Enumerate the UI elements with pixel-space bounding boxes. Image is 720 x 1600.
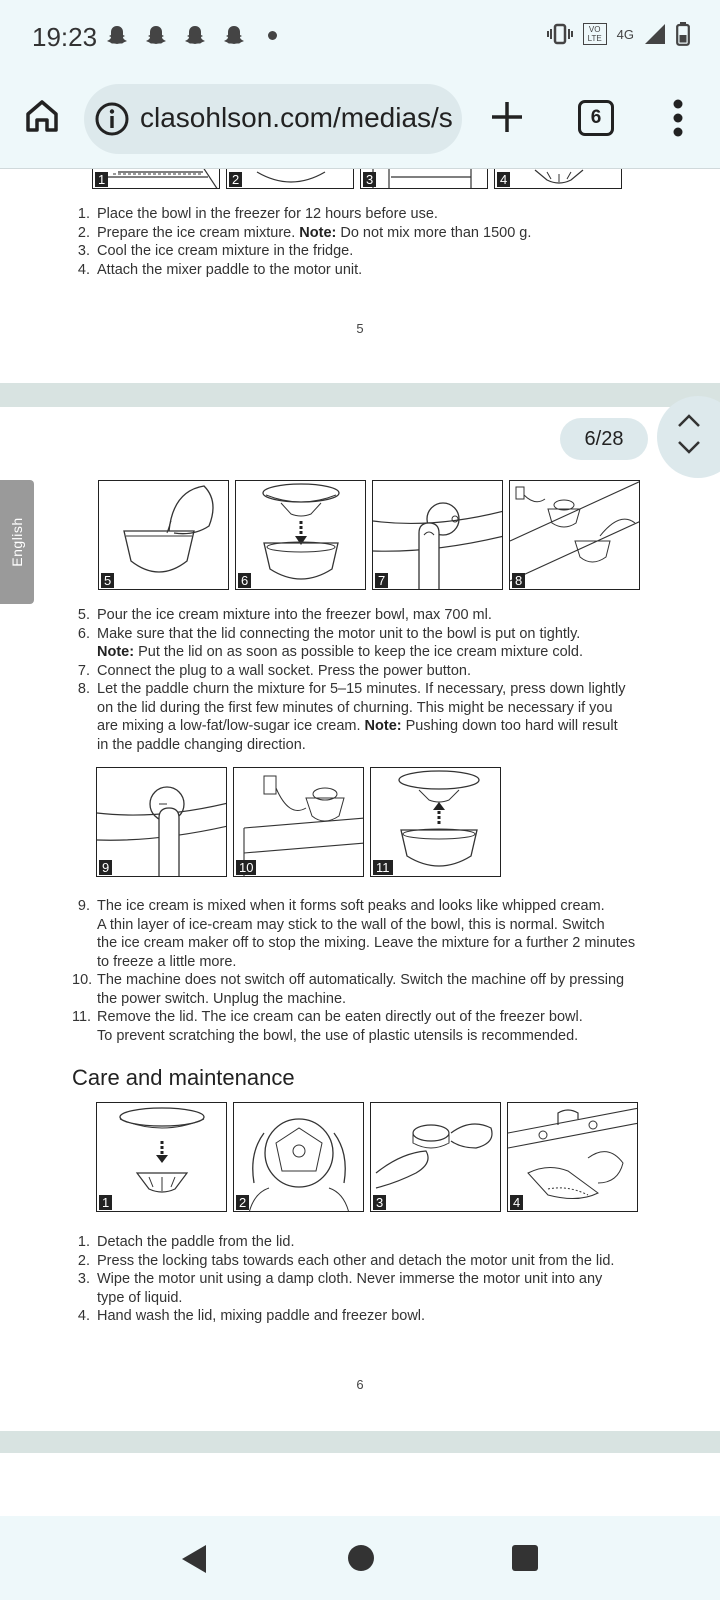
page-number: 5 bbox=[356, 321, 364, 336]
step-item: the ice cream maker off to stop the mixing. Leave the mixture for a further 2 minutes bbox=[97, 935, 636, 951]
step-item: on the lid during the first few minutes of churning. This might be necessary if you bbox=[97, 699, 613, 716]
clock: 19:23 bbox=[32, 22, 98, 52]
figure-number: 7 bbox=[375, 573, 388, 588]
step-item: 2. Prepare the ice cream mixture. Note: Do not mix more than 1500 g. bbox=[77, 224, 532, 241]
battery-icon bbox=[676, 22, 690, 46]
snapchat-icon bbox=[223, 24, 245, 46]
back-icon[interactable] bbox=[180, 1544, 208, 1574]
figure-panel bbox=[370, 1102, 501, 1212]
step-item: 4. Hand wash the lid, mixing paddle and freezer bowl. bbox=[77, 1308, 426, 1324]
churn-mixture-illustration bbox=[510, 481, 640, 590]
hand-wash-illustration bbox=[508, 1103, 638, 1212]
language-tab[interactable] bbox=[0, 480, 34, 604]
step-item: 1. Detach the paddle from the lid. bbox=[77, 1234, 295, 1250]
page6-steps-c bbox=[72, 1233, 614, 1326]
pdf-document[interactable] bbox=[0, 169, 720, 1516]
figure-panel bbox=[233, 767, 364, 877]
page6-figure-row-a bbox=[98, 480, 640, 590]
step-item: type of liquid. bbox=[97, 1289, 183, 1306]
language-tab-label: English bbox=[9, 517, 25, 567]
step-item: To prevent scratching the bowl, the use of plastic utensils is recommended. bbox=[97, 1027, 579, 1044]
figure-panel bbox=[372, 480, 503, 590]
switch-off-illustration bbox=[97, 768, 227, 877]
figure-panel bbox=[226, 169, 354, 189]
figure-panel bbox=[98, 480, 229, 590]
status-bar bbox=[0, 0, 720, 72]
figure-panel bbox=[233, 1102, 364, 1212]
vibrate-icon bbox=[547, 23, 573, 45]
figure-number: 8 bbox=[512, 573, 525, 588]
url-text[interactable]: clasohlson.com/medias/s bbox=[140, 102, 453, 133]
figure-panel bbox=[509, 480, 640, 590]
press-locking-tabs-illustration bbox=[234, 1103, 364, 1212]
step-item: 7. Connect the plug to a wall socket. Press the power button. bbox=[77, 662, 471, 679]
page6-figure-row-c bbox=[96, 1102, 638, 1212]
info-icon[interactable] bbox=[94, 101, 130, 137]
step-item: 1. Place the bowl in the freezer for 12 hours before use. bbox=[77, 206, 438, 222]
page6-steps-a bbox=[72, 606, 625, 754]
step-item: in the paddle changing direction. bbox=[97, 736, 306, 753]
figure-number: 1 bbox=[95, 172, 108, 187]
snapchat-icon bbox=[106, 24, 128, 46]
figure-panel bbox=[360, 169, 488, 189]
fast-scroll-handle[interactable] bbox=[657, 396, 720, 478]
fridge-illustration bbox=[361, 169, 488, 189]
overflow-menu-icon[interactable] bbox=[672, 98, 684, 138]
figure-panel bbox=[507, 1102, 638, 1212]
more-notifications-dot bbox=[268, 31, 277, 40]
figure-number: 3 bbox=[373, 1195, 386, 1210]
page-gap bbox=[0, 383, 720, 407]
step-item: A thin layer of ice-cream may stick to the wall of the bowl, this is normal. Switch bbox=[97, 916, 605, 933]
figure-number: 4 bbox=[510, 1195, 523, 1210]
step-item: 11. Remove the lid. The ice cream can be eaten directly out of the freezer bowl. bbox=[72, 1009, 583, 1025]
volte-icon: VO LTE bbox=[583, 23, 607, 45]
detach-paddle-illustration bbox=[97, 1103, 227, 1212]
figure-number: 10 bbox=[236, 860, 256, 875]
page5-figure-row bbox=[92, 169, 622, 189]
system-navigation-bar bbox=[0, 1516, 720, 1600]
page-gap bbox=[0, 1431, 720, 1453]
step-item: the power switch. Unplug the machine. bbox=[97, 990, 347, 1007]
figure-number: 1 bbox=[99, 1195, 112, 1210]
network-type: 4G bbox=[616, 26, 634, 42]
snapchat-icon bbox=[145, 24, 167, 46]
status-icons bbox=[547, 22, 690, 46]
care-maintenance-heading: Care and maintenance bbox=[72, 1065, 295, 1090]
page-indicator: 6/28 bbox=[560, 418, 648, 460]
figure-panel bbox=[494, 169, 622, 189]
figure-number: 9 bbox=[99, 860, 112, 875]
address-bar[interactable] bbox=[84, 84, 462, 154]
pour-mixture-illustration bbox=[99, 481, 229, 590]
figure-panel bbox=[92, 169, 220, 189]
signal-icon bbox=[644, 23, 666, 45]
snapchat-icon bbox=[184, 24, 206, 46]
figure-number: 3 bbox=[363, 172, 376, 187]
figure-number: 11 bbox=[373, 860, 393, 875]
step-item: 5. Pour the ice cream mixture into the freezer bowl, max 700 ml. bbox=[77, 607, 492, 623]
step-item: 2. Press the locking tabs towards each other and detach the motor unit from the lid. bbox=[77, 1252, 615, 1269]
page5-steps bbox=[72, 205, 531, 279]
step-item: 6. Make sure that the lid connecting the motor unit to the bowl is put on tightly. bbox=[77, 625, 581, 642]
step-item: 10. The machine does not switch off automatically. Switch the machine off by pressing bbox=[72, 972, 625, 988]
figure-panel bbox=[370, 767, 501, 877]
step-item: 3. Cool the ice cream mixture in the fridge. bbox=[77, 243, 354, 259]
attach-lid-illustration bbox=[236, 481, 366, 590]
figure-number: 2 bbox=[236, 1195, 249, 1210]
step-item: are mixing a low-fat/low-sugar ice cream. Note: Pushing down too hard will result bbox=[97, 718, 618, 734]
step-item: to freeze a little more. bbox=[97, 953, 237, 970]
home-icon[interactable] bbox=[24, 98, 60, 134]
browser-toolbar bbox=[0, 72, 720, 169]
page6-figure-row-b bbox=[96, 767, 501, 877]
figure-number: 5 bbox=[101, 573, 114, 588]
tab-switcher-button[interactable]: 6 bbox=[578, 100, 614, 136]
new-tab-icon[interactable] bbox=[488, 98, 526, 136]
step-item: 9. The ice cream is mixed when it forms soft peaks and looks like whipped cream. bbox=[77, 898, 605, 914]
paddle-illustration bbox=[495, 169, 622, 189]
mixture-illustration bbox=[227, 169, 354, 189]
wipe-motor-unit-illustration bbox=[371, 1103, 501, 1212]
figure-number: 6 bbox=[238, 573, 251, 588]
page6-steps-b bbox=[72, 897, 635, 1045]
figure-number: 4 bbox=[497, 172, 510, 187]
step-item: 4. Attach the mixer paddle to the motor unit. bbox=[77, 261, 363, 278]
figure-panel bbox=[235, 480, 366, 590]
figure-panel bbox=[96, 1102, 227, 1212]
press-power-button-illustration bbox=[373, 481, 503, 590]
home-nav-icon[interactable] bbox=[348, 1545, 374, 1571]
figure-panel bbox=[96, 767, 227, 877]
figure-number: 2 bbox=[229, 172, 242, 187]
step-item: 3. Wipe the motor unit using a damp cloth. Never immerse the motor unit into any bbox=[77, 1271, 603, 1287]
page-number: 6 bbox=[356, 1377, 364, 1392]
step-item: 8. Let the paddle churn the mixture for 5–15 minutes. If necessary, press down lightly bbox=[77, 681, 626, 697]
step-item: Note: Put the lid on as soon as possible to keep the ice cream mixture cold. bbox=[97, 644, 583, 660]
recents-icon[interactable] bbox=[512, 1545, 538, 1571]
freezer-illustration bbox=[93, 169, 220, 189]
chevron-up-down-icon bbox=[657, 396, 720, 478]
